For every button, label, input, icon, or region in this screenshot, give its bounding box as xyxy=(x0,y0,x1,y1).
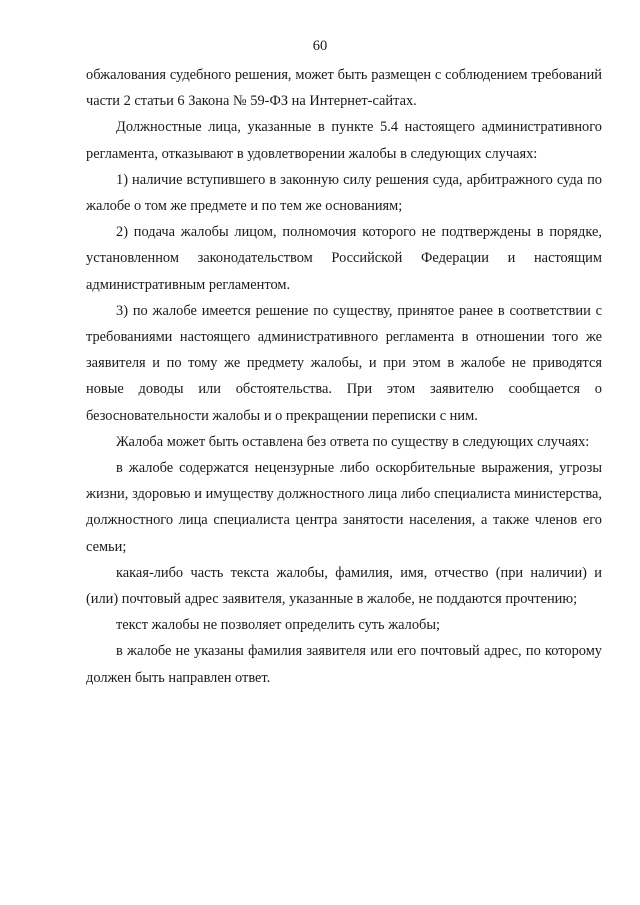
paragraph-no-answer-case-no-address: в жалобе не указаны фамилия заявителя или его почтовый адрес, по которому должен быть направлен ответ. xyxy=(86,643,602,686)
paragraph-refusal-case-1: 1) наличие вступившего в законную силу решения суда, арбитражного суда по жалобе о том же предмете и по тем же основаниям; xyxy=(86,171,602,215)
paragraph-refusal-case-3: 3) по жалобе имеется решение по существу, принятое ранее в соответствии с требованиями настоящего административного регламента в отношении того же заявителя и по тому же предмету жалобы, и при этом в жалобе не приводятся новые доводы или обстоятельства. При этом заявителю сообщается о безосновательности жалобы и о прекращении переписки с ним. xyxy=(86,302,602,424)
paragraph-continuation: обжалования судебного решения, может быть размещен с соблюдением требований части 2 статьи 6 Закона № 59-ФЗ на Интернет-сайтах. xyxy=(86,67,602,110)
page-number: 60 xyxy=(312,38,328,54)
paragraph-no-answer-case-unreadable: какая-либо часть текста жалобы, фамилия, имя, отчество (при наличии) и (или) почтовый адрес заявителя, указанные в жалобе, не поддаются прочтению; xyxy=(86,564,602,608)
paragraph-no-answer-intro: Жалоба может быть оставлена без ответа по существу в следующих случаях: xyxy=(116,433,590,450)
document-body xyxy=(86,62,602,691)
paragraph-no-answer-case-obscene: в жалобе содержатся нецензурные либо оскорбительные выражения, угрозы жизни, здоровью и имуществу должностного лица либо специалиста министерства, должностного лица специалиста центра занятости населения, а также членов его семьи; xyxy=(86,460,602,555)
paragraph-refusal-intro: Должностные лица, указанные в пункте 5.4 настоящего административного регламента, отказывают в удовлетворении жалобы в следующих случаях: xyxy=(86,119,602,162)
paragraph-no-answer-case-unclear: текст жалобы не позволяет определить суть жалобы; xyxy=(116,617,441,634)
paragraph-refusal-case-2: 2) подача жалобы лицом, полномочия которого не подтверждены в порядке, установленном законодательством Российской Федерации и настоящим административным регламентом. xyxy=(86,224,602,293)
